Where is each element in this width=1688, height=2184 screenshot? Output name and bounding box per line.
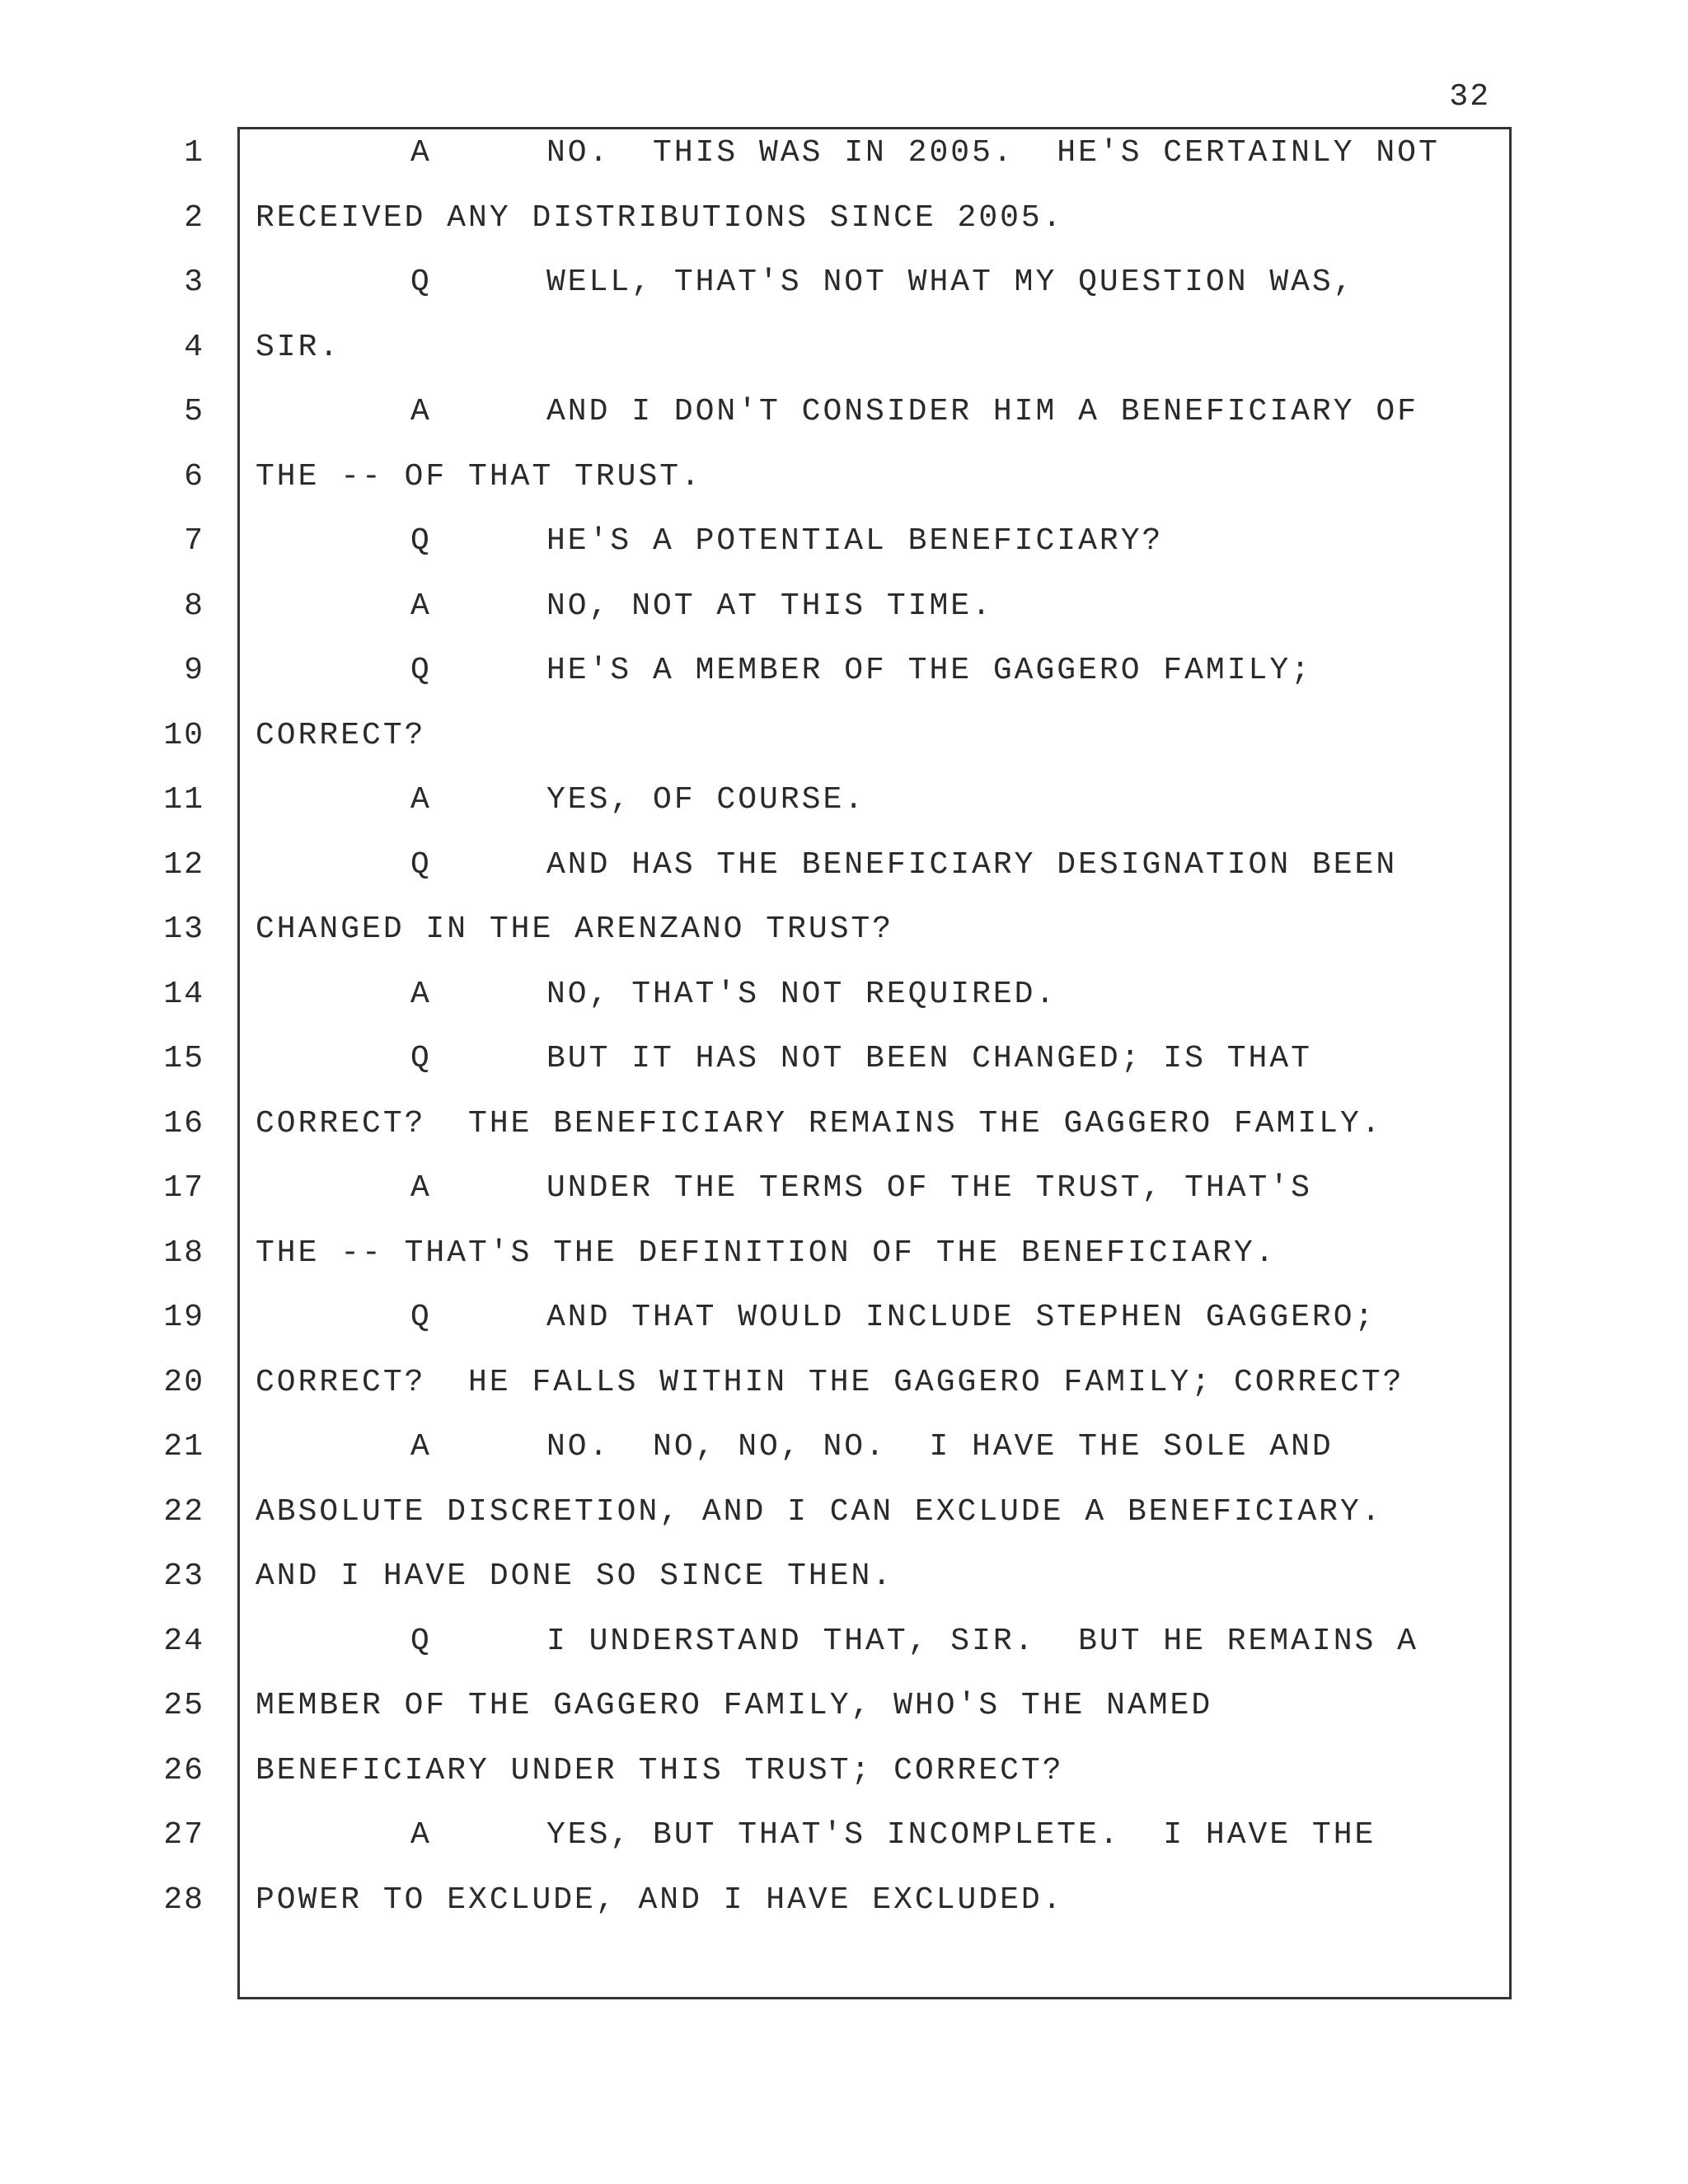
line-number: 13 — [163, 912, 204, 947]
transcript-line — [410, 264, 1355, 302]
line-number: 6 — [184, 458, 204, 494]
speaker-label: Q — [410, 1300, 432, 1335]
speaker-label: Q — [410, 523, 432, 559]
speaker-label: A — [410, 976, 432, 1012]
line-body: AND THAT WOULD INCLUDE STEPHEN GAGGERO; — [546, 1300, 1376, 1335]
transcript-line — [410, 588, 993, 626]
transcript-line — [256, 329, 340, 367]
transcript-line — [410, 976, 1057, 1014]
line-body: AND I DON'T CONSIDER HIM A BENEFICIARY OF — [546, 394, 1418, 429]
line-body: THE -- THAT'S THE DEFINITION OF THE BENEFICIARY. — [256, 1235, 1277, 1271]
line-body: NO. THIS WAS IN 2005. HE'S CERTAINLY NOT — [546, 135, 1440, 171]
line-body: AND HAS THE BENEFICIARY DESIGNATION BEEN — [546, 846, 1398, 883]
line-body: BENEFICIARY UNDER THIS TRUST; CORRECT? — [256, 1752, 1064, 1788]
transcript-line — [410, 1040, 1312, 1078]
transcript-line — [410, 1299, 1376, 1337]
speaker-label: A — [410, 1817, 432, 1853]
transcript-line — [256, 1882, 1064, 1919]
transcript-line — [256, 1235, 1277, 1272]
transcript-line — [410, 781, 865, 819]
line-number: 28 — [163, 1882, 204, 1918]
transcript-line — [256, 1687, 1212, 1725]
line-number: 16 — [163, 1105, 204, 1141]
line-body: HE'S A MEMBER OF THE GAGGERO FAMILY; — [546, 653, 1312, 688]
line-number: 24 — [163, 1623, 204, 1659]
line-body: ABSOLUTE DISCRETION, AND I CAN EXCLUDE A BENEFICIARY. — [256, 1493, 1383, 1530]
line-number: 17 — [163, 1170, 204, 1206]
speaker-label: A — [410, 135, 432, 171]
line-body: HE'S A POTENTIAL BENEFICIARY? — [546, 523, 1164, 559]
line-number: 18 — [163, 1235, 204, 1271]
line-number: 11 — [163, 782, 204, 818]
line-number: 12 — [163, 846, 204, 883]
line-number: 21 — [163, 1429, 204, 1465]
line-body: NO, THAT'S NOT REQUIRED. — [546, 976, 1057, 1012]
line-number: 9 — [184, 653, 204, 688]
line-body: NO, NOT AT THIS TIME. — [546, 588, 993, 624]
line-body: CHANGED IN THE ARENZANO TRUST? — [256, 912, 894, 947]
line-number: 22 — [163, 1493, 204, 1530]
line-number: 10 — [163, 717, 204, 753]
line-body: CORRECT? THE BENEFICIARY REMAINS THE GAGGERO FAMILY. — [256, 1105, 1383, 1141]
transcript-line — [256, 911, 893, 949]
line-number: 14 — [163, 976, 204, 1012]
transcript-line — [256, 1493, 1383, 1531]
transcript-line — [410, 846, 1397, 884]
transcript-line — [410, 1169, 1312, 1207]
line-body: CORRECT? HE FALLS WITHIN THE GAGGERO FAMILY; CORRECT? — [256, 1364, 1404, 1400]
line-body: BUT IT HAS NOT BEEN CHANGED; IS THAT — [546, 1041, 1312, 1076]
line-number: 19 — [163, 1300, 204, 1335]
line-body: YES, BUT THAT'S INCOMPLETE. I HAVE THE — [546, 1817, 1376, 1853]
transcript-line — [256, 199, 1064, 237]
line-body: NO. NO, NO, NO. I HAVE THE SOLE AND — [546, 1429, 1334, 1465]
page-number: 32 — [1449, 79, 1490, 115]
speaker-label: Q — [410, 846, 432, 883]
line-number: 25 — [163, 1688, 204, 1723]
line-number: 7 — [184, 523, 204, 559]
line-number: 27 — [163, 1817, 204, 1853]
line-body: THE -- OF THAT TRUST. — [256, 458, 702, 494]
speaker-label: Q — [410, 1041, 432, 1076]
transcript-line — [256, 1752, 1064, 1790]
speaker-label: A — [410, 588, 432, 624]
transcript-line — [410, 134, 1440, 172]
line-number: 15 — [163, 1041, 204, 1076]
line-number: 26 — [163, 1752, 204, 1788]
transcript-line — [410, 523, 1163, 560]
speaker-label: A — [410, 394, 432, 429]
transcript-line — [256, 1364, 1404, 1402]
line-body: UNDER THE TERMS OF THE TRUST, THAT'S — [546, 1170, 1312, 1206]
speaker-label: Q — [410, 653, 432, 688]
speaker-label: A — [410, 782, 432, 818]
line-body: YES, OF COURSE. — [546, 782, 866, 818]
transcript-line — [256, 717, 425, 755]
line-body: SIR. — [256, 329, 341, 365]
speaker-label: A — [410, 1429, 432, 1465]
transcript-line — [256, 1558, 893, 1596]
line-body: POWER TO EXCLUDE, AND I HAVE EXCLUDED. — [256, 1882, 1064, 1918]
line-number: 20 — [163, 1364, 204, 1400]
transcript-line — [410, 1816, 1376, 1854]
transcript-line — [410, 393, 1418, 431]
transcript-line — [256, 458, 702, 496]
line-number: 2 — [184, 199, 204, 236]
transcript-line — [410, 1623, 1418, 1661]
transcript-line — [410, 652, 1312, 690]
line-body: MEMBER OF THE GAGGERO FAMILY, WHO'S THE NAMED — [256, 1688, 1213, 1723]
line-body: RECEIVED ANY DISTRIBUTIONS SINCE 2005. — [256, 199, 1064, 236]
line-body: CORRECT? — [256, 717, 426, 753]
speaker-label: A — [410, 1170, 432, 1206]
line-body: I UNDERSTAND THAT, SIR. BUT HE REMAINS A — [546, 1623, 1418, 1659]
transcript-line — [410, 1428, 1334, 1466]
transcript-line — [256, 1105, 1383, 1143]
speaker-label: Q — [410, 1623, 432, 1659]
line-body: WELL, THAT'S NOT WHAT MY QUESTION WAS, — [546, 265, 1355, 300]
line-number: 3 — [184, 265, 204, 300]
line-number: 1 — [184, 135, 204, 171]
line-body: AND I HAVE DONE SO SINCE THEN. — [256, 1558, 894, 1594]
line-number: 8 — [184, 588, 204, 624]
speaker-label: Q — [410, 265, 432, 300]
line-number: 23 — [163, 1558, 204, 1594]
line-number: 4 — [184, 329, 204, 365]
line-number: 5 — [184, 394, 204, 429]
